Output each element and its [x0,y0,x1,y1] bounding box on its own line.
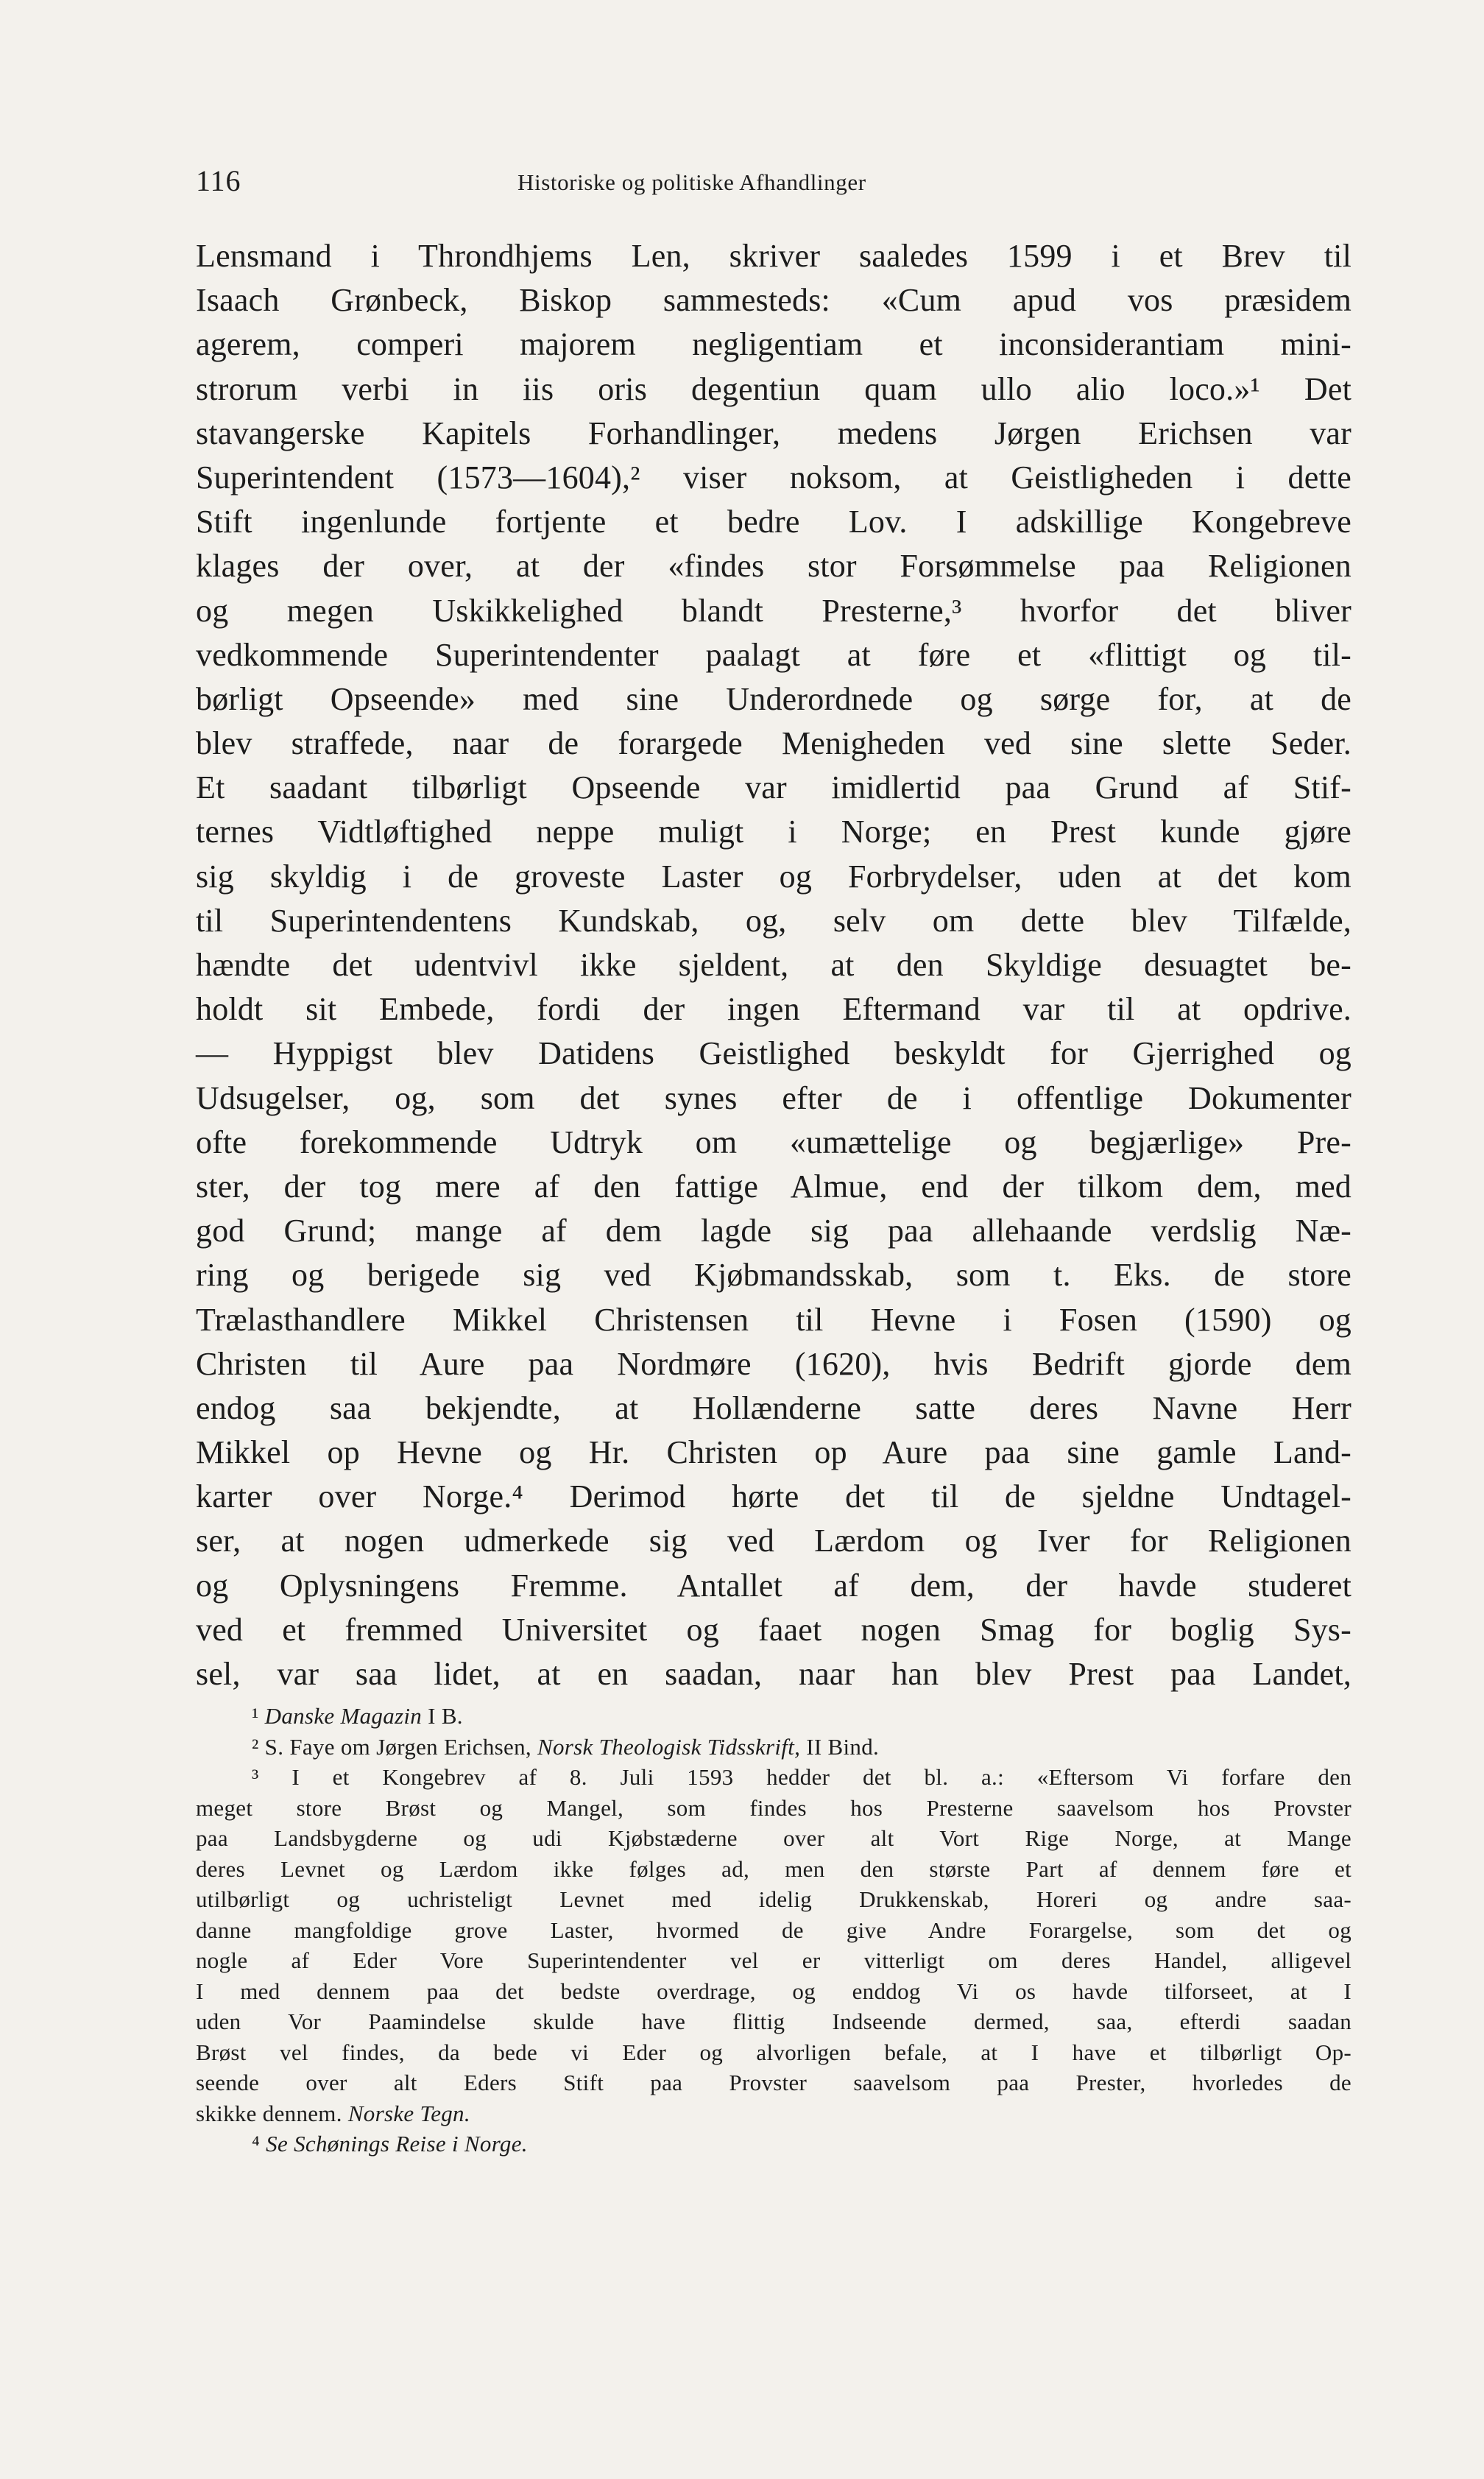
text-line: vedkommende Superintendenter paalagt at føre et «flittigt og til- [196,636,1352,673]
footnote-italic: Se Schønings Reise i Norge. [266,2131,528,2157]
footnote-text: II Bind. [800,1733,880,1760]
main-text [196,234,1352,1696]
text-line: god Grund; mange af dem lagde sig paa allehaande verdslig Næ- [196,1213,1352,1249]
footnote-text: skikke dennem. [196,2100,348,2126]
text-line: sig skyldig i de groveste Laster og Forbrydelser, uden at det kom [196,858,1352,895]
text-line: Christen til Aure paa Nordmøre (1620), hvis Bedrift gjorde dem [196,1345,1352,1382]
text-line: endog saa bekjendte, at Hollænderne satte deres Navne Herr [196,1389,1352,1426]
text-line: — Hyppigst blev Datidens Geistlighed beskyldt for Gjerrighed og [196,1035,1352,1072]
text-line: Trælasthandlere Mikkel Christensen til Hevne i Fosen (1590) og [196,1301,1352,1338]
footnote-3-line: Brøst vel findes, da bede vi Eder og alvorligen befale, at I have et tilbørligt Op- [196,2039,1352,2065]
page-number: 116 [196,164,241,197]
text-line: blev straffede, naar de forargede Menigheden ved sine slette Seder. [196,725,1352,762]
footnote-3-line: meget store Brøst og Mangel, som findes hos Presterne saavelsom hos Provster [196,1794,1352,1821]
text-line: børligt Opseende» med sine Underordnede og sørge for, at de [196,680,1352,717]
text-line: og megen Uskikkelighed blandt Presterne,³ hvorfor det bliver [196,592,1352,629]
text-line: Udsugelser, og, som det synes efter de i offentlige Dokumenter [196,1079,1352,1116]
footnote-3-line: utilbørligt og uchristeligt Levnet med idelig Drukkenskab, Horeri og andre saa- [196,1886,1352,1912]
text-line: Isaach Grønbeck, Biskop sammesteds: «Cum apud vos præsidem [196,282,1352,319]
footnote-2 [196,1732,1352,1763]
text-line: hændte det udentvivl ikke sjeldent, at den Skyldige desuagtet be- [196,947,1352,983]
footnotes [196,1701,1352,2159]
text-line: klages der over, at der «findes stor Forsømmelse paa Religionen [196,548,1352,585]
footnote-3-line: paa Landsbygderne og udi Kjøbstæderne over alt Vort Rige Norge, at Mange [196,1825,1352,1851]
text-line: Superintendent (1573—1604),² viser noksom, at Geistligheden i dette [196,459,1352,496]
footnote-4 [196,2129,1352,2159]
footnote-1 [196,1701,1352,1732]
running-head: Historiske og politiske Afhandlinger [517,169,866,195]
text-line: ternes Vidtløftighed neppe muligt i Norge; en Prest kunde gjøre [196,814,1352,850]
text-line: til Superintendentens Kundskab, og, selv om dette blev Tilfælde, [196,902,1352,939]
text-line: ster, der tog mere af den fattige Almue, end der tilkom dem, med [196,1168,1352,1205]
text-line: agerem, comperi majorem negligentiam et inconsiderantiam mini- [196,326,1352,363]
footnote-3-line: uden Vor Paamindelse skulde have flittig Indseende dermed, saa, efterdi saadan [196,2009,1352,2034]
text-line: ser, at nogen udmerkede sig ved Lærdom og Iver for Religionen [196,1523,1352,1559]
footnote-italic: Norsk Theologisk Tidsskrift, [537,1733,801,1760]
text-line: Lensmand i Throndhjems Len, skriver saaledes 1599 i et Brev til [196,238,1352,274]
text-line: Mikkel op Hevne og Hr. Christen op Aure paa sine gamle Land- [196,1434,1352,1471]
text-line: ring og berigede sig ved Kjøbmandsskab, som t. Eks. de store [196,1257,1352,1294]
footnote-italic: Norske Tegn. [347,2100,470,2126]
text-line: sel, var saa lidet, at en saadan, naar han blev Prest paa Landet, [196,1656,1352,1692]
footnote-3: ³ I et Kongebrev af 8. Juli 1593 hedder det bl. a.: «Eftersom Vi forfare den [252,1764,1352,1790]
footnote-3-line: danne mangfoldige grove Laster, hvormed de give Andre Forargelse, som det og [196,1916,1352,1943]
text-line: Et saadant tilbørligt Opseende var imidlertid paa Grund af Stif- [196,769,1352,806]
footnote-marker: ¹ [252,1703,259,1729]
footnote-text: I B. [422,1703,463,1729]
footnote-text: S. Faye om Jørgen Erichsen, [264,1733,537,1760]
footnote-italic: Danske Magazin [264,1703,423,1729]
text-line: holdt sit Embede, fordi der ingen Eftermand var til at opdrive. [196,991,1352,1028]
footnote-3-last-line [196,2098,1352,2129]
text-line: og Oplysningens Fremme. Antallet af dem, der havde studeret [196,1567,1352,1604]
page-header [196,163,1352,208]
footnote-3-line: deres Levnet og Lærdom ikke følges ad, men den største Part af dennem føre et [196,1855,1352,1882]
footnote-marker: ⁴ [252,2131,261,2157]
text-line: karter over Norge.⁴ Derimod hørte det til de sjeldne Undtagel- [196,1478,1352,1515]
text-line: ved et fremmed Universitet og faaet nogen Smag for boglig Sys- [196,1611,1352,1648]
text-line: ofte forekommende Udtryk om «umættelige og begjærlige» Pre- [196,1124,1352,1160]
footnote-3-line: seende over alt Eders Stift paa Provster saavelsom paa Prester, hvorledes de [196,2070,1352,2095]
footnote-3-line: nogle af Eder Vore Superintendenter vel er vitterligt om deres Handel, alligevel [196,1947,1352,1973]
footnote-3-line: I med dennem paa det bedste overdrage, og enddog Vi os havde tilforseet, at I [196,1978,1352,2004]
text-line: stavangerske Kapitels Forhandlinger, medens Jørgen Erichsen var [196,415,1352,451]
text-line: Stift ingenlunde fortjente et bedre Lov. I adskillige Kongebreve [196,504,1352,540]
text-line: strorum verbi in iis oris degentiun quam ullo alio loco.»¹ Det [196,370,1352,407]
footnote-marker: ² [252,1733,259,1760]
